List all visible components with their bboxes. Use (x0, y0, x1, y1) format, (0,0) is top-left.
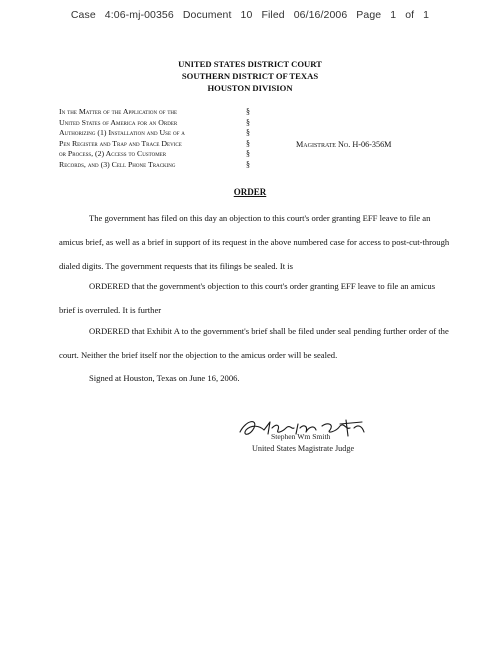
caption-line: or Process, (2) Access to Customer (59, 149, 167, 159)
section-marks (246, 107, 256, 171)
caption-line: Records, and (3) Cell Phone Tracking (59, 159, 176, 169)
section-mark: § (246, 138, 250, 148)
section-mark: § (246, 149, 250, 159)
order-paragraph-3: ORDERED that Exhibit A to the government's brief shall be filed under seal pending further order of the court. Neither the brief itself nor the objection to the amicus order will be sealed. (59, 326, 449, 360)
section-mark: § (246, 117, 250, 127)
order-paragraph-1: The government has filed on this day an objection to this court's order granting EFF leave to file an amicus brief, as well as a brief in support of its request in the above numbered case for access to post-cut-through dialed digits. The government requests that its filings be sealed. It is (59, 213, 450, 271)
case-caption (59, 107, 259, 171)
court-division: HOUSTON DIVISION (207, 83, 293, 93)
section-mark: § (246, 159, 250, 169)
signed-line: Signed at Houston, Texas on June 16, 2006. (89, 373, 240, 383)
magistrate-number: Magistrate No. H-06-356M (296, 140, 392, 149)
signer-name: Stephen Wm Smith (271, 432, 331, 441)
caption-line: Pen Register and Trap and Trace Device (59, 138, 182, 148)
signer-title: United States Magistrate Judge (252, 444, 355, 453)
document-number: Document 10 (182, 9, 253, 21)
filing-header (0, 9, 500, 21)
order-title: ORDER (233, 187, 267, 197)
caption-line: Authorizing (1) Installation and Use of a (59, 128, 185, 138)
order-paragraph-2: ORDERED that the government's objection to this court's order granting EFF leave to file an amicus brief is overruled. It is further (59, 281, 436, 315)
caption-line: In the Matter of the Application of the (59, 107, 178, 116)
court-district: SOUTHERN DISTRICT OF TEXAS (181, 71, 319, 81)
court-name: UNITED STATES DISTRICT COURT (178, 59, 322, 69)
court-heading (0, 58, 500, 94)
section-mark: § (246, 107, 250, 116)
page-number: Page 1 of 1 (356, 9, 430, 21)
section-mark: § (246, 128, 250, 138)
case-number: Case 4:06-mj-00356 (70, 9, 174, 21)
caption-line: United States of America for an Order (59, 117, 178, 127)
filed-date: Filed 06/16/2006 (261, 9, 348, 21)
